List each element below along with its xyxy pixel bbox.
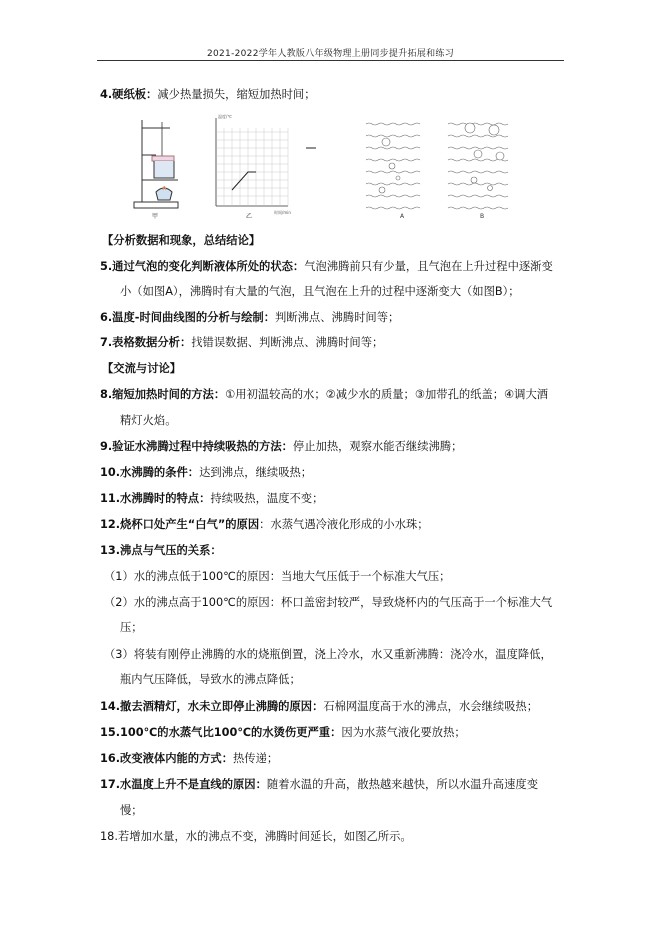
item-16 [100,751,278,767]
sub-text: 水的沸点低于100℃的原因：当地大气压低于一个标准大气压； [133,570,451,583]
item-term: 改变液体内能的方式： [120,752,233,765]
item-number: 17. [100,778,121,791]
item-12 [100,517,429,533]
item-text: 随着水温的升高，散热越来越快，所以水温升高速度变 [266,778,539,791]
apparatus-figure [134,120,178,208]
item-term: 通过气泡的变化判断液体所处的状态： [112,260,305,273]
graph-ylabel: 温度/℃ [218,114,232,119]
bubbles-b-label: B [480,213,485,220]
stand-base [134,202,178,208]
item-4 [100,87,316,103]
sub-item-2-cont: 压； [120,621,143,634]
item-text: 达到沸点，继续吸热； [199,466,313,479]
sub-text: 水的沸点高于100℃的原因：杯口盖密封较严，导致烧杯内的气压高于一个标准大气 [133,596,553,609]
item-text: 因为水蒸气液化要放热； [341,726,466,739]
item-term: 水沸腾时的特点： [120,492,211,505]
item-number: 11. [100,492,121,505]
sub-item-3 [104,647,552,663]
graph-label: 乙 [246,213,253,220]
item-text: 找错误数据、判断沸点、沸腾时间等； [191,336,384,349]
item-5 [100,259,553,275]
item-number: 10. [100,466,121,479]
item-text: 减少热量损失，缩短加热时间； [157,88,316,101]
bubbles-figure-a [366,123,420,209]
item-term: 水温度上升不是直线的原因： [120,778,267,791]
item-text: 停止加热，观察水能否继续沸腾； [292,440,463,453]
sub-item-1 [104,569,450,585]
item-text: 持续吸热，温度不变； [210,492,324,505]
item-number: 5. [100,260,113,273]
sub-label: （1） [104,570,134,583]
item-10 [100,465,312,481]
sub-text: 将装有刚停止沸腾的水的烧瓶倒置，浇上冷水，水又重新沸腾：浇冷水，温度降低， [133,648,552,661]
item-term: 水沸腾的条件： [120,466,200,479]
item-11 [100,491,323,507]
item-number: 13. [100,544,121,557]
item-8-cont: 精灯火焰。 [120,414,177,427]
item-17 [100,777,538,793]
item-17-cont: 慢； [120,804,143,817]
apparatus-label: 甲 [152,213,159,220]
section-heading-2 [102,361,181,377]
section-title: 【分析数据和现象，总结结论】 [102,234,261,247]
temperature-graph [216,118,316,206]
item-9 [100,439,462,455]
item-6 [100,310,399,326]
alcohol-lamp [156,188,172,200]
item-text: 石棉网温度高于水的沸点，水会继续吸热； [323,700,539,713]
item-15 [100,725,466,741]
figure-row [128,110,538,222]
item-18 [100,829,412,845]
item-text: 判断沸点、沸腾时间等； [275,311,400,324]
item-number: 6. [100,311,113,324]
item-term: 100℃的水蒸气比100℃的水烫伤更严重： [120,726,342,739]
item-term: 表格数据分析： [112,336,192,349]
item-5-cont: 小（如图A），沸腾时有大量的气泡，且气泡在上升的过程中逐渐变大（如图B）； [120,285,520,298]
section-title: 【交流与讨论】 [102,362,182,375]
page-header: 2021-2022学年人教版八年级物理上册同步提升拓展和练习 [206,49,455,59]
item-13 [100,543,222,559]
figures-svg [128,110,538,222]
header-rule [97,60,564,61]
sub-item-2 [104,595,552,611]
item-text: 热传递； [233,752,279,765]
item-number: 12. [100,518,121,531]
item-number: 14. [100,700,121,713]
item-number: 15. [100,726,121,739]
item-number: 18. [100,830,118,843]
section-heading [102,233,260,249]
item-term: 烧杯口处产生“白气”的原因 [120,518,260,531]
bubbles-a-label: A [400,213,405,220]
sub-label: （2） [104,596,134,609]
graph-xlabel: 时间/min [274,210,291,215]
item-number: 7. [100,336,113,349]
sub-item-3-cont: 瓶内气压降低，导致水的沸点降低； [120,673,301,686]
item-8 [100,387,548,403]
item-term: 撤去酒精灯，水未立即停止沸腾的原因： [120,700,324,713]
item-text: ①用初温较高的水；②减少水的质量；③加带孔的纸盖；④调大酒 [225,388,549,401]
item-text: ：水蒸气遇冷液化形成的小水珠； [259,518,429,531]
graph-curve [232,172,256,190]
item-number: 8. [100,388,113,401]
item-text: 若增加水量，水的沸点不变，沸腾时间延长，如图乙所示。 [117,830,412,843]
item-number: 9. [100,440,113,453]
item-number: 16. [100,752,121,765]
item-term: 温度-时间曲线图的分析与绘制： [112,311,276,324]
item-term: 缩短加热时间的方法： [112,388,226,401]
item-text: 气泡沸腾前只有少量，且气泡在上升过程中逐渐变 [304,260,553,273]
item-term: 硬纸板： [112,88,158,101]
bubbles-figure-b [448,123,508,209]
item-14 [100,699,538,715]
sub-label: （3） [104,648,134,661]
item-number: 4. [100,88,113,101]
item-term: 沸点与气压的关系： [120,544,222,557]
item-7 [100,335,383,351]
item-term: 验证水沸腾过程中持续吸热的方法： [112,440,293,453]
